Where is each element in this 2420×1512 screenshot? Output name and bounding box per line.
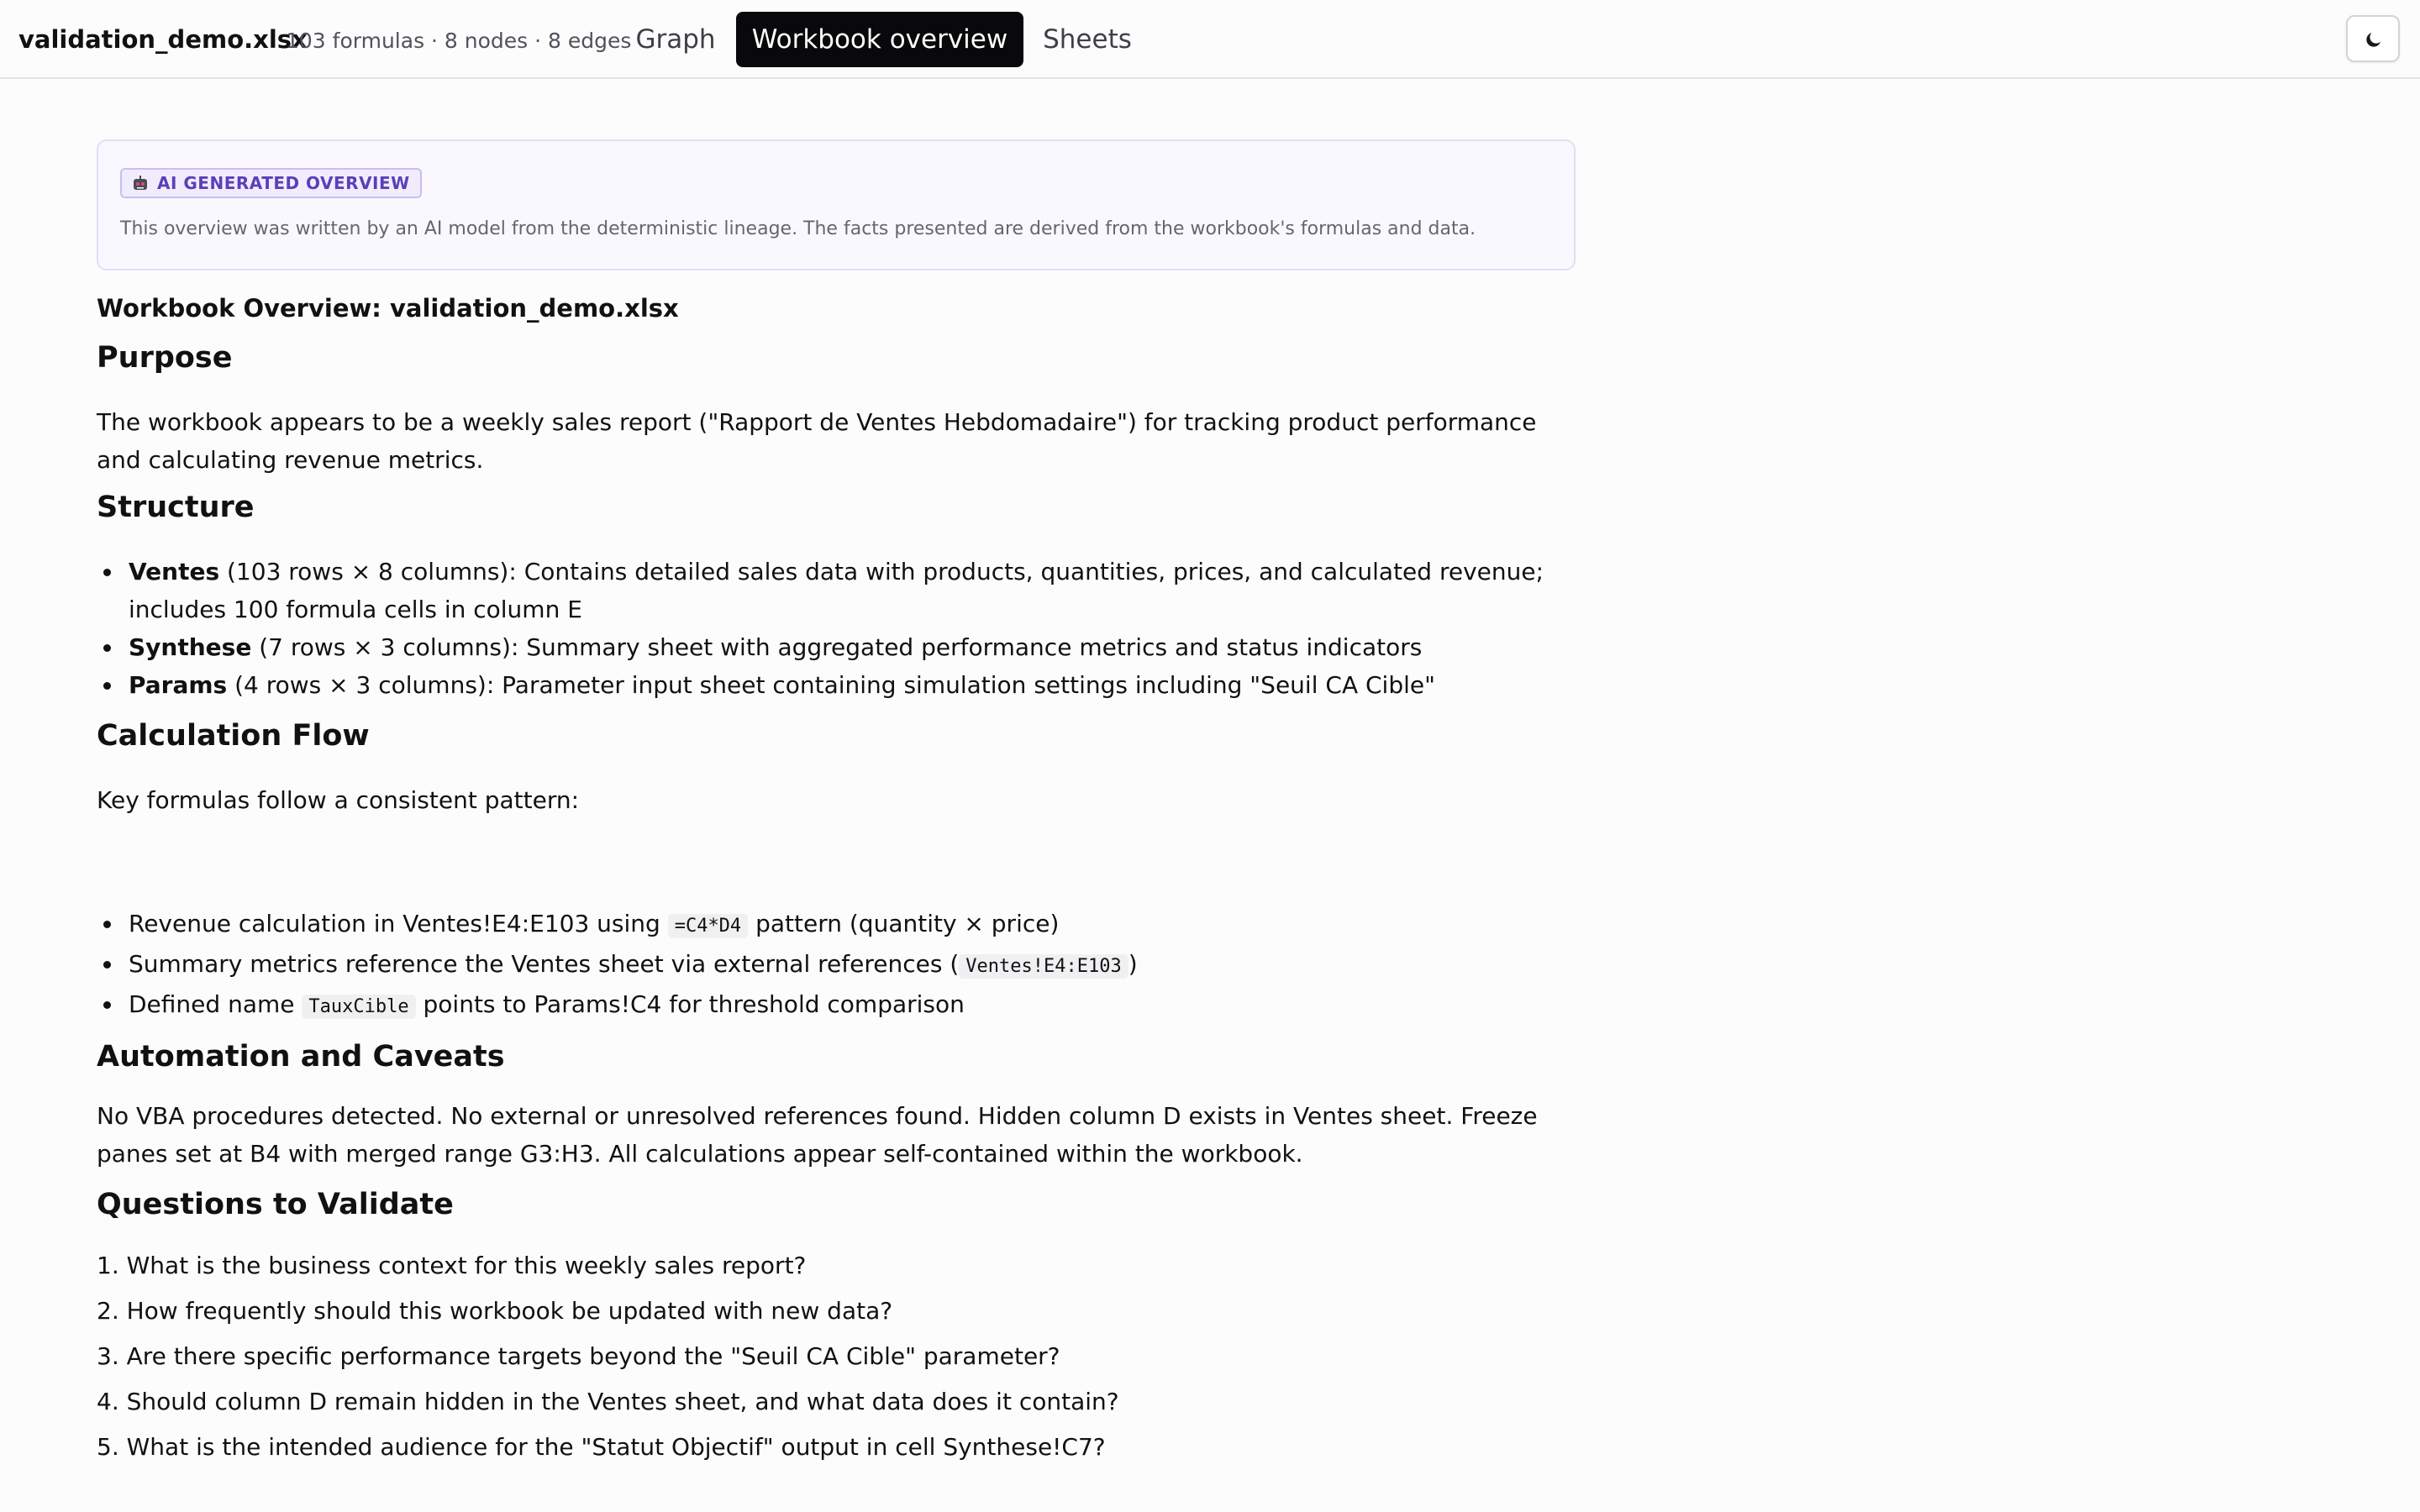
- tab-sheets[interactable]: Sheets: [1043, 24, 1132, 55]
- structure-item-ventes: [97, 553, 1576, 628]
- sheet-description: (4 rows × 3 columns): Parameter input sheet containing simulation settings including "Seuil CA Cible": [227, 671, 1435, 699]
- question-item: 4. Should column D remain hidden in the Ventes sheet, and what data does it contain?: [97, 1388, 1119, 1415]
- robot-icon: [132, 175, 149, 192]
- calc-flow-item: [97, 905, 1576, 945]
- tab-graph[interactable]: Graph: [635, 24, 716, 55]
- structure-item-params: [97, 666, 1576, 704]
- calc-flow-intro: Key formulas follow a consistent pattern:: [97, 786, 580, 814]
- purpose-heading: Purpose: [97, 341, 233, 375]
- ai-generated-badge: [120, 168, 422, 198]
- calc-text: Summary metrics reference the Ventes sheet via external references (: [129, 950, 960, 978]
- formula-code: Ventes!E4:E103: [959, 954, 1128, 979]
- calc-flow-item: [97, 945, 1576, 985]
- formula-code: =C4*D4: [668, 914, 748, 938]
- question-item: 5. What is the intended audience for the "Statut Objectif" output in cell Synthese!C7?: [97, 1433, 1106, 1461]
- calc-flow-heading: Calculation Flow: [97, 719, 370, 753]
- calc-flow-list: [97, 905, 1576, 1026]
- structure-heading: Structure: [97, 491, 255, 524]
- structure-list: [97, 553, 1576, 704]
- calc-flow-item: [97, 985, 1576, 1026]
- automation-heading: Automation and Caveats: [97, 1040, 505, 1074]
- calc-text: ): [1128, 950, 1138, 978]
- structure-item-synthese: [97, 628, 1576, 666]
- sheet-name: Ventes: [129, 558, 220, 585]
- workbook-stats: 103 formulas · 8 nodes · 8 edges: [286, 29, 632, 53]
- calc-text: points to Params!C4 for threshold comparison: [415, 990, 965, 1018]
- ai-badge-label: AI GENERATED OVERVIEW: [157, 173, 410, 193]
- sheet-description: (103 rows × 8 columns): Contains detailed sales data with products, quantities, prices, and calculated revenue; includes 100 formula cells in column E: [129, 558, 1544, 623]
- questions-heading: Questions to Validate: [97, 1188, 454, 1221]
- automation-text: No VBA procedures detected. No external or unresolved references found. Hidden column D exists in Ventes sheet. Freeze panes set at B4 with merged range G3:H3. All calculations appear self-contained within the workbook.: [97, 1102, 1538, 1168]
- formula-code: TauxCible: [302, 995, 415, 1019]
- calc-text: pattern (quantity × price): [748, 910, 1060, 937]
- calc-text: Revenue calculation in Ventes!E4:E103 using: [129, 910, 668, 937]
- tab-workbook-overview[interactable]: Workbook overview: [736, 12, 1023, 67]
- overview-title: Workbook Overview: validation_demo.xlsx: [97, 294, 679, 323]
- sheet-description: (7 rows × 3 columns): Summary sheet with aggregated performance metrics and status indicators: [251, 633, 1423, 661]
- sheet-name: Synthese: [129, 633, 252, 661]
- question-item: 3. Are there specific performance targets beyond the "Seuil CA Cible" parameter?: [97, 1342, 1060, 1370]
- ai-notice-description: This overview was written by an AI model from the deterministic lineage. The facts presented are derived from the workbook's formulas and data.: [120, 218, 1476, 239]
- top-bar: [0, 0, 2420, 79]
- question-item: 2. How frequently should this workbook be updated with new data?: [97, 1297, 893, 1325]
- workbook-filename: validation_demo.xlsx: [18, 25, 308, 54]
- ai-notice-box: [97, 139, 1576, 270]
- moon-icon: [2364, 29, 2384, 50]
- calc-text: Defined name: [129, 990, 302, 1018]
- purpose-text: The workbook appears to be a weekly sales report ("Rapport de Ventes Hebdomadaire") for tracking product performance and calculating revenue metrics.: [97, 408, 1537, 474]
- question-item: 1. What is the business context for this weekly sales report?: [97, 1252, 807, 1279]
- questions-list: [97, 1243, 1119, 1470]
- theme-toggle-button[interactable]: [2346, 15, 2400, 62]
- sheet-name: Params: [129, 671, 228, 699]
